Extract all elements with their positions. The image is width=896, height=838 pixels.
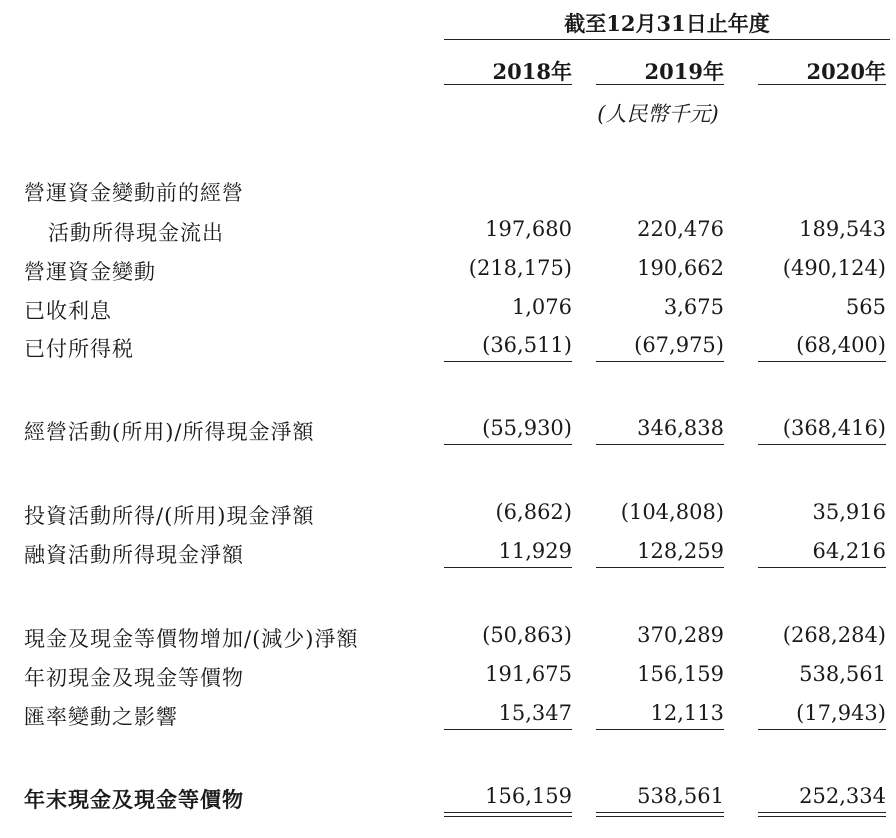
value-2020: (68,400) bbox=[796, 333, 886, 357]
value-2020: (268,284) bbox=[782, 623, 886, 647]
value-2018: (6,862) bbox=[495, 500, 572, 524]
subtotal-rule bbox=[444, 567, 572, 568]
row-label: 融資活動所得現金淨額 bbox=[24, 543, 244, 567]
value-2019: 346,838 bbox=[637, 416, 724, 440]
row-label: 營運資金變動 bbox=[24, 260, 156, 284]
subtotal-rule bbox=[758, 361, 886, 362]
row-label: 經營活動(所用)/所得現金淨額 bbox=[24, 420, 315, 444]
value-2018: (36,511) bbox=[482, 333, 572, 357]
subtotal-rule bbox=[596, 361, 724, 362]
value-2020: (368,416) bbox=[782, 416, 886, 440]
subtotal-rule bbox=[596, 729, 724, 730]
period-underline bbox=[444, 39, 890, 40]
year-underline bbox=[758, 84, 886, 85]
period-heading: 截至12月31日止年度 bbox=[564, 11, 770, 36]
value-2019: (104,808) bbox=[620, 500, 724, 524]
row-label: 已收利息 bbox=[24, 299, 112, 323]
currency-unit: (人民幣千元) bbox=[597, 102, 719, 126]
row-label: 年初現金及現金等價物 bbox=[24, 666, 244, 690]
value-2018: 1,076 bbox=[511, 295, 572, 319]
row-label: 已付所得税 bbox=[24, 337, 134, 361]
value-2019: 220,476 bbox=[637, 217, 724, 241]
subtotal-rule bbox=[444, 729, 572, 730]
value-2020: (17,943) bbox=[796, 701, 886, 725]
value-2020: 538,561 bbox=[799, 662, 886, 686]
value-2020: 189,543 bbox=[799, 217, 886, 241]
subtotal-rule bbox=[596, 444, 724, 445]
value-2019: 128,259 bbox=[637, 539, 724, 563]
total-row-label: 年末現金及現金等價物 bbox=[24, 787, 244, 812]
subtotal-rule bbox=[444, 361, 572, 362]
year-underline bbox=[444, 84, 572, 85]
total-value-2020: 252,334 bbox=[799, 784, 886, 808]
year-underline bbox=[596, 84, 724, 85]
row-label: 現金及現金等價物增加/(減少)淨額 bbox=[24, 627, 359, 651]
total-value-2018: 156,159 bbox=[485, 784, 572, 808]
year-header-2020: 2020年 bbox=[806, 59, 886, 84]
subtotal-rule bbox=[758, 567, 886, 568]
value-2018: (55,930) bbox=[482, 416, 572, 440]
subtotal-rule bbox=[758, 729, 886, 730]
value-2020: 565 bbox=[845, 295, 886, 319]
value-2018: (218,175) bbox=[468, 256, 572, 280]
value-2019: 190,662 bbox=[637, 256, 724, 280]
row-label: 營運資金變動前的經營 bbox=[24, 181, 244, 205]
value-2018: 15,347 bbox=[498, 701, 572, 725]
subtotal-rule bbox=[444, 444, 572, 445]
value-2018: 191,675 bbox=[485, 662, 572, 686]
value-2018: 197,680 bbox=[485, 217, 572, 241]
subtotal-rule bbox=[596, 567, 724, 568]
value-2019: 370,289 bbox=[637, 623, 724, 647]
value-2019: (67,975) bbox=[634, 333, 724, 357]
total-double-rule bbox=[758, 812, 886, 817]
subtotal-rule bbox=[758, 444, 886, 445]
total-double-rule bbox=[444, 812, 572, 817]
value-2020: (490,124) bbox=[782, 256, 886, 280]
total-value-2019: 538,561 bbox=[637, 784, 724, 808]
row-label: 活動所得現金流出 bbox=[48, 221, 224, 245]
row-label: 投資活動所得/(所用)現金淨額 bbox=[24, 504, 315, 528]
value-2018: 11,929 bbox=[498, 539, 572, 563]
value-2020: 64,216 bbox=[812, 539, 886, 563]
value-2019: 12,113 bbox=[650, 701, 724, 725]
value-2019: 3,675 bbox=[663, 295, 724, 319]
year-header-2019: 2019年 bbox=[644, 59, 724, 84]
row-label: 匯率變動之影響 bbox=[24, 705, 178, 729]
value-2019: 156,159 bbox=[637, 662, 724, 686]
value-2020: 35,916 bbox=[812, 500, 886, 524]
total-double-rule bbox=[596, 812, 724, 817]
value-2018: (50,863) bbox=[482, 623, 572, 647]
year-header-2018: 2018年 bbox=[492, 59, 572, 84]
